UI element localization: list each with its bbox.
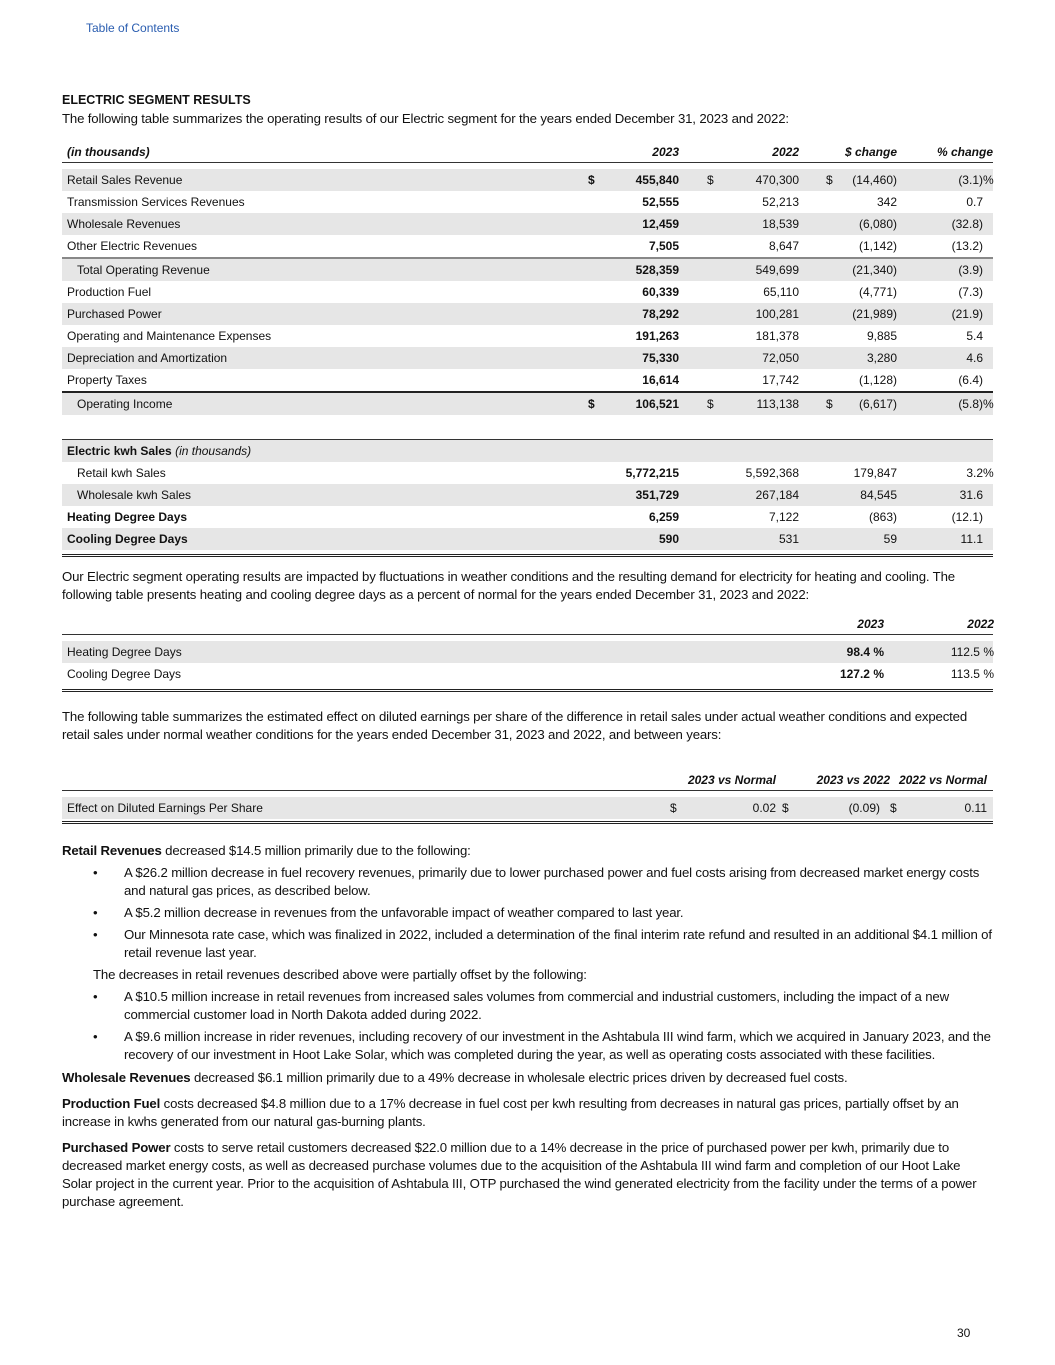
row-label: Retail Sales Revenue: [67, 173, 183, 187]
row-label: Heating Degree Days: [67, 510, 188, 524]
value-2023: 78,292: [642, 307, 679, 321]
header-2022: 2022: [772, 145, 799, 159]
section-title: ELECTRIC SEGMENT RESULTS: [62, 93, 251, 107]
table-row: [62, 462, 993, 484]
table-row: [62, 213, 993, 235]
pct-change: (5.8)%: [958, 397, 994, 411]
header-dollar-change: $ change: [844, 145, 897, 159]
pct-change: 3.2%: [966, 466, 994, 480]
table-row: [62, 347, 993, 369]
value-2023-vs-normal: 0.02: [752, 801, 776, 815]
table-row: [62, 369, 993, 391]
value-2023: 52,555: [642, 195, 679, 209]
value-2023: 191,263: [635, 329, 679, 343]
dollar-sign: $: [707, 397, 714, 411]
value-2022: 549,699: [755, 263, 799, 277]
header-2023: 2023: [857, 617, 884, 631]
dollar-change: 84,545: [860, 488, 897, 502]
value-2022: 113.5 %: [950, 667, 994, 681]
value-2023: 351,729: [635, 488, 679, 502]
value-2022: 72,050: [762, 351, 799, 365]
table-header: [62, 142, 993, 162]
row-label: Effect on Diluted Earnings Per Share: [67, 801, 263, 815]
intro-text: The following table summarizes the operating results of our Electric segment for the years ended December 31, 2023 and 2022:: [62, 111, 789, 126]
dollar-change: 9,885: [866, 329, 897, 343]
table-row: [62, 169, 993, 191]
value-2023: 75,330: [642, 351, 679, 365]
pct-change: 4.6: [966, 351, 983, 365]
value-2023: 106,521: [635, 397, 679, 411]
pct-change: (7.3): [958, 285, 983, 299]
table-row: [62, 303, 993, 325]
header-2023: 2023: [652, 145, 679, 159]
row-label: Cooling Degree Days: [67, 532, 188, 546]
dollar-sign: $: [588, 397, 595, 411]
purchased-lead: Purchased Power: [62, 1140, 171, 1155]
pct-change: 5.4: [966, 329, 983, 343]
bullet-item: • A $5.2 million decrease in revenues from the unfavorable impact of weather compared to last year.: [93, 905, 684, 920]
table-row: [62, 528, 993, 550]
value-2022: 18,539: [762, 217, 799, 231]
table-row: [62, 797, 993, 819]
header-2023-vs-normal: 2023 vs Normal: [687, 773, 776, 787]
row-label: Wholesale kwh Sales: [77, 488, 192, 502]
table-row: [62, 235, 993, 257]
pct-change: (21.9): [951, 307, 983, 321]
value-2023: 127.2 %: [839, 667, 884, 681]
production-lead: Production Fuel: [62, 1096, 161, 1111]
value-2022: 470,300: [755, 173, 799, 187]
bullet-item: • A $26.2 million decrease in fuel recovery revenues, primarily due to lower purchased power and fuel costs arising from decreased market energy costs and natural gas prices, as described below.: [93, 865, 980, 898]
row-label: Other Electric Revenues: [67, 239, 198, 253]
row-label: Heating Degree Days: [67, 645, 182, 659]
value-2023-vs-2022: (0.09): [848, 801, 880, 815]
table-row: [62, 506, 993, 528]
offset-text: The decreases in retail revenues described above were partially offset by the following:: [93, 967, 587, 982]
header-2022-vs-normal: 2022 vs Normal: [898, 773, 987, 787]
pct-change: (3.9): [958, 263, 983, 277]
value-2023: 98.4 %: [846, 645, 884, 659]
row-label: Cooling Degree Days: [67, 667, 182, 681]
value-2022: 113,138: [756, 397, 799, 411]
dollar-change: (6,080): [858, 217, 897, 231]
wholesale-lead: Wholesale Revenues: [62, 1070, 191, 1085]
value-2023: 16,614: [642, 373, 679, 387]
table-row: [62, 391, 993, 415]
value-2023: 12,459: [642, 217, 679, 231]
value-2022: 100,281: [755, 307, 799, 321]
value-2022: 52,213: [762, 195, 799, 209]
value-2022: 112.5 %: [950, 645, 994, 659]
retail-lead: Retail Revenues: [62, 843, 162, 858]
pct-change: 31.6: [959, 488, 983, 502]
value-2022: 181,378: [755, 329, 799, 343]
row-label: Depreciation and Amortization: [67, 351, 228, 365]
kwh-header: Electric kwh Sales: [67, 444, 172, 458]
dollar-change: (4,771): [858, 285, 897, 299]
value-2023: 6,259: [648, 510, 679, 524]
value-2022: 65,110: [763, 285, 799, 299]
dollar-sign: $: [826, 397, 833, 411]
row-label: Retail kwh Sales: [77, 466, 166, 480]
value-2023: 590: [658, 532, 679, 546]
header-label: (in thousands): [67, 145, 150, 159]
value-2022: 267,184: [755, 488, 799, 502]
pct-change: 11.1: [960, 532, 983, 546]
table-row: [62, 484, 993, 506]
value-2023: 455,840: [635, 173, 679, 187]
dollar-change: 3,280: [866, 351, 897, 365]
production-text: costs decreased $4.8 million due to a 17% decrease in fuel cost per kwh resulting from decreases in natural gas prices, partially offset by an increase in kwhs generated from our natural gas-burning plants.: [62, 1096, 959, 1129]
dollar-change: (1,128): [858, 373, 897, 387]
row-label: Transmission Services Revenues: [67, 195, 245, 209]
value-2023: 528,359: [635, 263, 679, 277]
kwh-header-note: (in thousands): [175, 444, 252, 458]
dollar-sign: $: [782, 801, 789, 815]
dollar-change: (21,340): [852, 263, 897, 277]
bullet-icon: •: [93, 905, 98, 920]
value-2023: 60,339: [642, 285, 679, 299]
dollar-change: (1,142): [858, 239, 897, 253]
row-label: Wholesale Revenues: [67, 217, 181, 231]
table-row: [62, 641, 993, 663]
row-label: Operating Income: [77, 397, 173, 411]
dollar-sign: $: [707, 173, 714, 187]
value-2022: 7,122: [768, 510, 799, 524]
pct-change: (6.4): [958, 373, 983, 387]
dollar-sign: $: [890, 801, 897, 815]
dollar-sign: $: [826, 173, 833, 187]
value-2023: 7,505: [648, 239, 679, 253]
dollar-change: (14,460): [852, 173, 897, 187]
retail-text: decreased $14.5 million primarily due to the following:: [161, 843, 471, 858]
pct-change: (32.8): [951, 217, 983, 231]
dollar-change: (6,617): [858, 397, 897, 411]
page-number: 30: [957, 1326, 971, 1340]
degree-days-table: [62, 614, 993, 692]
dollar-sign: $: [670, 801, 677, 815]
pct-change: (3.1)%: [958, 173, 994, 187]
row-label: Purchased Power: [67, 307, 162, 321]
row-label: Property Taxes: [67, 373, 147, 387]
eps-paragraph: The following table summarizes the estimated effect on diluted earnings per share of the difference in retail sales under actual weather conditions and expected retail sales under normal weather conditions for the years ended December 31, 2023 and 2022, and between years:: [62, 709, 968, 742]
row-label: Production Fuel: [67, 285, 152, 299]
value-2022: 531: [778, 532, 799, 546]
table-of-contents-link[interactable]: Table of Contents: [86, 21, 180, 35]
bullet-icon: •: [93, 1029, 98, 1044]
wholesale-text: decreased $6.1 million primarily due to a 49% decrease in wholesale electric prices driven by decreased fuel costs.: [190, 1070, 848, 1085]
header-2023-vs-2022: 2023 vs 2022: [816, 773, 890, 787]
dollar-change: 179,847: [853, 466, 897, 480]
purchased-text: costs to serve retail customers decreased $22.0 million due to a 14% decrease in the price of purchased power per kwh, primarily due to decreased market energy costs, as well as decreased purchase volumes due to the acquisition of the Ashtabula III wind farm and completion of our Hoot Lake Solar project in the current year. Prior to the acquisition of Ashtabula III, OTP purchased the wind generated electricity from the facility under the terms of a power purchase agreement.: [62, 1140, 977, 1209]
table-row: [62, 191, 993, 213]
dollar-change: 59: [883, 532, 897, 546]
bullet-item: • A $9.6 million increase in rider revenues, including recovery of our investment in the Ashtabula III wind farm, which we acquired in January 2023, and the recovery of our investment in Hoot Lake Solar, which was completed during the year, as well as operating costs associated with these facilities.: [93, 1029, 991, 1062]
value-2022: 5,592,368: [745, 466, 799, 480]
dollar-change: (21,989): [852, 307, 897, 321]
bullet-item: • A $10.5 million increase in retail revenues from increased sales volumes from commercial and industrial customers, including the impact of a new commercial customer load in North Dakota added during 2022.: [93, 989, 949, 1022]
table-row: [62, 281, 993, 303]
dollar-sign: $: [588, 173, 595, 187]
header-2022: 2022: [967, 617, 994, 631]
value-2023: 5,772,215: [625, 466, 679, 480]
bullet-icon: •: [93, 927, 98, 942]
dollar-change: (863): [868, 510, 897, 524]
pct-change: 0.7: [966, 195, 983, 209]
value-2022: 17,742: [762, 373, 799, 387]
table-row: [62, 257, 993, 281]
bullet-item: • Our Minnesota rate case, which was finalized in 2022, included a determination of the final interim rate refund and resulted in an additional $4.1 million of retail revenue last year.: [93, 927, 992, 960]
pct-change: (13.2): [951, 239, 983, 253]
value-2022: 8,647: [768, 239, 799, 253]
dollar-change: 342: [876, 195, 897, 209]
bullet-icon: •: [93, 989, 98, 1004]
retail-revenues-section: [62, 842, 993, 1211]
kwh-section-header: [62, 440, 993, 462]
pct-change: (12.1): [951, 510, 983, 524]
header-pct-change: % change: [936, 145, 993, 159]
weather-paragraph: Our Electric segment operating results are impacted by fluctuations in weather conditions and the resulting demand for electricity for heating and cooling. The following table presents heating and cooling degree days as a percent of normal for the years ended December 31, 2023 and 2022:: [62, 569, 955, 602]
bullet-icon: •: [93, 865, 98, 880]
row-label: Operating and Maintenance Expenses: [67, 329, 272, 343]
value-2022-vs-normal: 0.11: [964, 801, 987, 815]
row-label: Total Operating Revenue: [77, 263, 210, 277]
table-row: [62, 325, 993, 347]
table-row: [62, 663, 993, 685]
eps-table: [62, 770, 993, 824]
operating-results-table: [62, 142, 993, 557]
